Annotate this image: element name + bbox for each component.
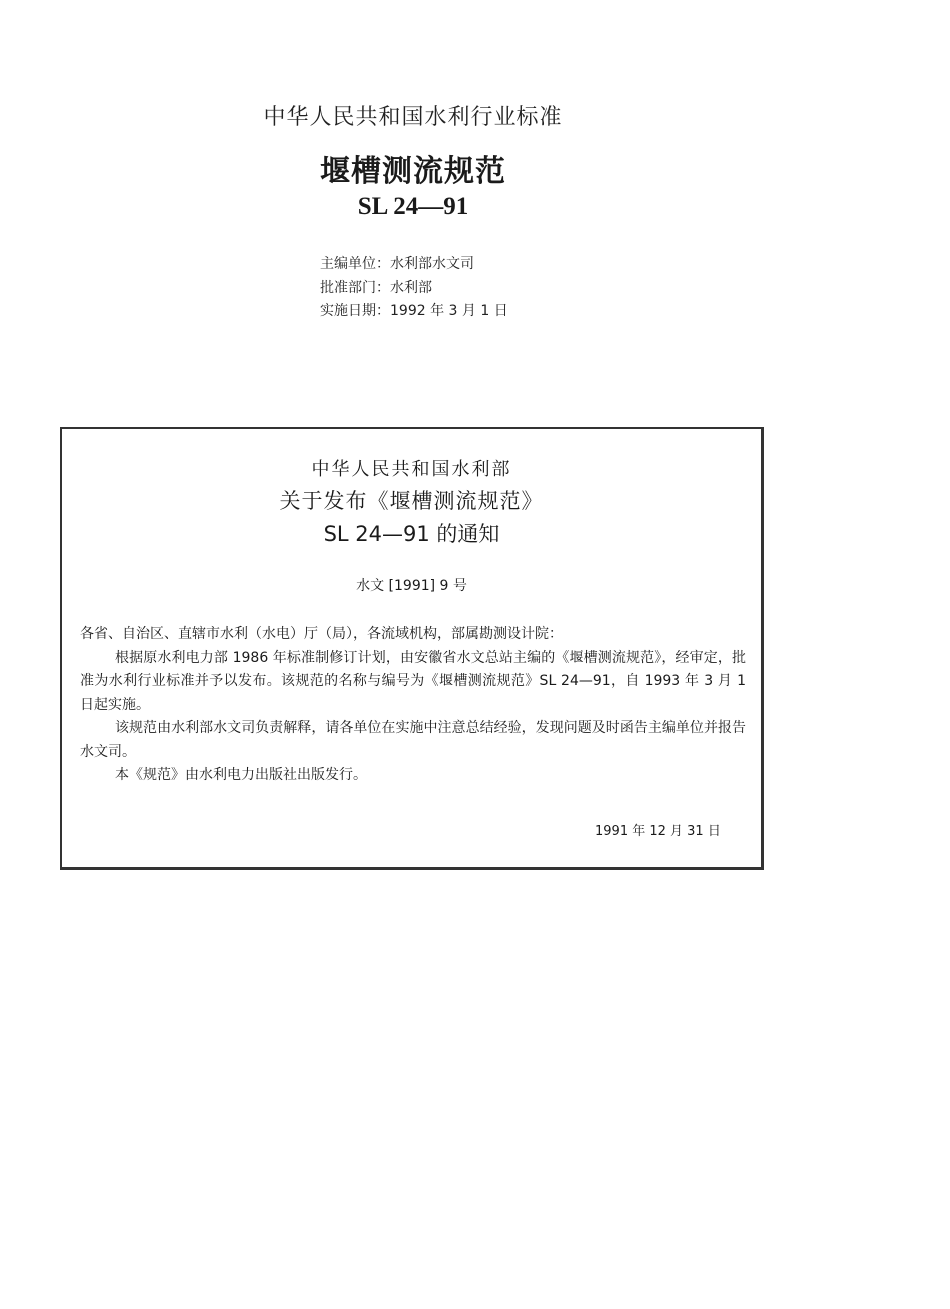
meta-effective-date-row <box>320 300 508 324</box>
publication-meta <box>320 253 508 324</box>
notice-box <box>60 427 764 870</box>
notice-paragraph-1: 根据原水利电力部 1986 年标准制修订计划，由安徽省水文总站主编的《堰槽测流规范》，经审定，批准为水利行业标准并予以发布。该规范的名称与编号为《堰槽测流规范》SL 24—91，自 1993 年 3 月 1 日起实施。 <box>80 649 746 713</box>
notice-doc-number: 水文 [1991] 9 号 <box>356 578 467 594</box>
notice-paragraph-3: 本《规范》由水利电力出版社出版发行。 <box>115 767 367 783</box>
notice-paragraph-2: 该规范由水利部水文司负责解释，请各单位在实施中注意总结经验，发现问题及时函告主编单位并报告水文司。 <box>80 720 746 760</box>
notice-salutation: 各省、自治区、直辖市水利（水电）厅（局），各流域机构，部属勘测设计院： <box>80 626 563 642</box>
standard-category: 中华人民共和国水利行业标准 <box>263 105 563 130</box>
meta-approver-label: 批准部门： <box>320 279 390 296</box>
meta-editor-label: 主编单位： <box>320 256 390 272</box>
notice-date: 1991 年 12 月 31 日 <box>595 824 721 839</box>
notice-title-line1: 关于发布《堰槽测流规范》 <box>279 489 544 513</box>
meta-editor-value: 水利部水文司 <box>390 256 474 272</box>
meta-approver-row <box>320 277 508 301</box>
standard-code: SL 24—91 <box>357 193 469 220</box>
notice-title-line2: SL 24—91 的通知 <box>323 522 500 546</box>
meta-effective-date-value: 1992 年 3 月 1 日 <box>390 303 508 319</box>
meta-effective-date-label: 实施日期： <box>320 303 390 319</box>
meta-approver-value: 水利部 <box>390 279 432 296</box>
notice-body <box>80 623 746 788</box>
document-title: 堰槽测流规范 <box>320 154 506 189</box>
meta-editor-row <box>320 253 508 277</box>
notice-issuer: 中华人民共和国水利部 <box>311 459 512 480</box>
